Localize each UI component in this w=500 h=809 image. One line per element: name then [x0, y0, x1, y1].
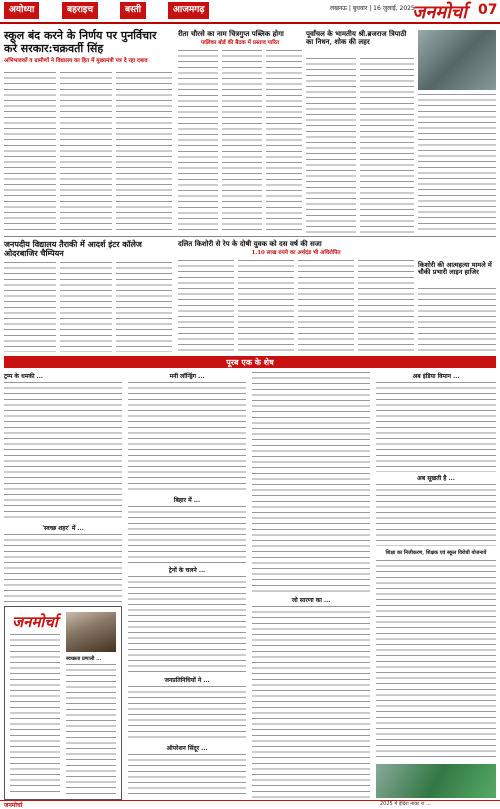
story4-headline: जनपदीय विद्यालय तैराकी में आदर्श इंटर कॉलेज ओदरबाजिर चैम्पियन — [4, 239, 142, 259]
footer-right: 2025 में इंदिरा नाका रा ... — [380, 801, 431, 807]
tab-ayodhya[interactable]: अयोध्या — [4, 2, 39, 19]
col4-text — [376, 382, 496, 472]
col1-head-b: 'स्वच्छ शहर' में ... — [42, 525, 84, 532]
col1-text-b — [4, 534, 122, 602]
col4-text-c — [376, 560, 496, 760]
divider — [4, 236, 496, 237]
story3-headline: पूर्वांचल के भामतीय श्री.ब्रजराज त्रिपाठी का निधन, शोक की लहर — [306, 29, 407, 47]
story2-headline: रीता चौरसे का नाम चित्रगुप्त पब्लिक होगा — [178, 29, 284, 38]
continued-section-band: पूरब एक के शेष — [4, 356, 496, 368]
story5-column-1 — [178, 260, 234, 352]
story5-headline: दलित किशोरी से रेप के दोषी युवक को दस वर्ष की सजा — [178, 239, 322, 248]
ad-text-2 — [66, 664, 116, 794]
tab-basti[interactable]: बस्ती — [120, 2, 146, 19]
col2-text-b — [128, 506, 246, 564]
col1-text — [4, 382, 122, 520]
ad-text-1 — [10, 634, 60, 794]
story2-column-1 — [178, 50, 218, 234]
story3-column-2 — [360, 58, 414, 234]
col3-text-b — [252, 606, 370, 798]
story5-column-3 — [298, 260, 354, 352]
story1-column-2 — [60, 72, 112, 234]
col4-head-b: अब सूखती है ... — [417, 475, 455, 482]
story6-column — [418, 288, 496, 352]
tab-azamgarh[interactable]: आजमगढ़ — [168, 2, 209, 19]
story4-column-1 — [4, 262, 56, 352]
footer-left: जनमोर्चा — [4, 802, 23, 809]
story5-column-2 — [238, 260, 294, 352]
col2-head-b: बिहार में ... — [173, 497, 201, 504]
story4-column-3 — [116, 262, 172, 352]
col2-text — [128, 382, 246, 494]
tab-bahraich[interactable]: बहराइच — [62, 2, 98, 19]
ad-line: स्वच्छता प्रणाली ... — [66, 656, 102, 662]
col4-text-b — [376, 484, 496, 546]
story6-headline: किशोरी की आत्महत्या मामले में चौकी प्रभारी लाइन हाजिर — [418, 261, 492, 277]
col3-text — [252, 372, 370, 592]
story3-column-1 — [306, 58, 356, 234]
story1-subhead: अभिभावकों व ग्रामीणों ने विद्यालय का हित में मुख्यमंत्री पत्र दे रहा दबाव — [4, 58, 148, 64]
col2-text-d — [128, 686, 246, 740]
col2-head-e: ऑपरेशन सिंदूर ... — [166, 745, 208, 752]
story5-column-4 — [358, 260, 414, 352]
col3-head-d: जो सारणा का ... — [291, 597, 331, 604]
col4-head-c: शिक्षा का निजीकरण, शिक्षक एवं स्कूल विरोधी योजनायें — [385, 550, 487, 556]
story1-column-3 — [116, 72, 172, 234]
story5-subhead: 1.10 लाख रुपये का अर्थदंड भी अधिरोपित — [251, 250, 341, 256]
ad-photo — [66, 612, 116, 652]
story2-column-2 — [222, 50, 262, 234]
date-line: लखनऊ | बुधवार | 16 जुलाई, 2025 — [330, 5, 415, 12]
col2-head-c: ट्रेनों के चलने ... — [168, 567, 206, 574]
col2-head: मनी लॉन्ड्रिंग ... — [169, 373, 205, 380]
col2-text-c — [128, 576, 246, 672]
bottom-photo — [376, 764, 496, 798]
col2-text-e — [128, 754, 246, 798]
story2-column-3 — [266, 50, 302, 234]
page-number: 07 — [478, 2, 498, 18]
story1-column-1 — [4, 72, 56, 234]
col1-head: ट्रम्प के धमकी ... — [4, 373, 43, 380]
col2-head-d: जनप्रतिनिधियों ने ... — [164, 677, 210, 684]
story2-subhead: पालिका बोर्ड की बैठक में प्रस्ताव पारित — [200, 40, 280, 46]
obituary-photo — [418, 30, 496, 90]
masthead-logo: जनमोर्चा — [412, 2, 467, 23]
story3-column-3 — [418, 94, 496, 234]
col4-head: अब इंडिया विमान ... — [412, 373, 460, 380]
story4-column-2 — [60, 262, 112, 352]
ad-logo: जनमोर्चा — [12, 613, 58, 631]
story1-headline: स्कूल बंद करने के निर्णय पर पुनर्विचार करे सरकार:चक्रवर्ती सिंह — [4, 29, 157, 55]
